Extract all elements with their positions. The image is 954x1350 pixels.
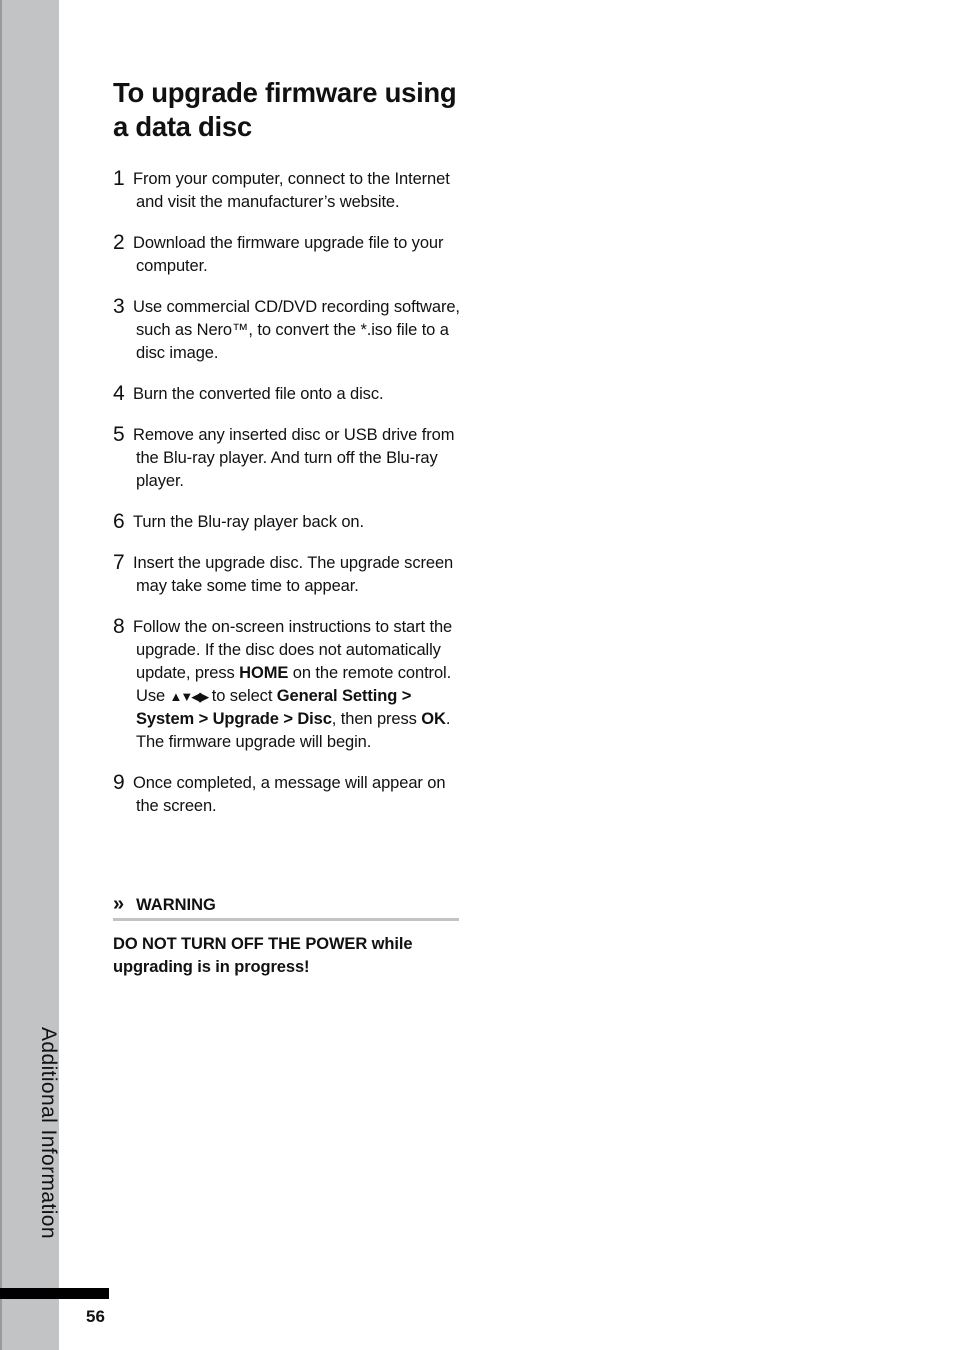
step-text-part: . The firmware upgrade will begin. xyxy=(136,710,451,751)
page-number-tab xyxy=(0,1288,109,1299)
step-text-part: to select xyxy=(207,687,277,705)
step-text: Burn the converted file onto a disc. xyxy=(133,385,384,403)
step-text: Insert the upgrade disc. The upgrade screen may take some time to appear. xyxy=(133,554,454,595)
step-2 xyxy=(113,232,463,278)
warning-text: DO NOT TURN OFF THE POWER while upgrading is in progress! xyxy=(113,935,413,976)
step-5 xyxy=(113,424,463,493)
step-number: 9 xyxy=(113,771,125,794)
step-3 xyxy=(113,296,463,365)
step-number: 1 xyxy=(113,167,125,190)
page-number: 56 xyxy=(86,1307,105,1326)
step-text: From your computer, connect to the Internet and visit the manufacturer’s website. xyxy=(133,170,450,211)
step-number: 2 xyxy=(113,231,125,254)
step-1 xyxy=(113,168,463,214)
step-4 xyxy=(113,383,463,406)
step-text: Use commercial CD/DVD recording software, such as Nero™, to convert the *.iso file to a disc image. xyxy=(133,298,460,362)
step-8 xyxy=(113,616,463,754)
step-text-part: on the remote control. Use xyxy=(136,664,452,705)
step-text-part: , then press xyxy=(331,710,422,728)
step-6 xyxy=(113,511,463,534)
page-title: To upgrade firmware using a data disc xyxy=(113,77,457,142)
warning-label: WARNING xyxy=(136,896,216,914)
step-number: 8 xyxy=(113,615,125,638)
step-7 xyxy=(113,552,463,598)
warning-header xyxy=(113,893,459,921)
double-chevron-icon: » xyxy=(113,893,125,915)
step-text-part: Follow the on-screen instructions to start the upgrade. If the disc does not automatically update, press xyxy=(133,618,453,682)
step-text: Once completed, a message will appear on the screen. xyxy=(133,774,446,815)
step-number: 6 xyxy=(113,510,125,533)
step-9 xyxy=(113,772,463,818)
home-key-label: HOME xyxy=(239,664,289,682)
step-number: 4 xyxy=(113,382,125,405)
step-number: 5 xyxy=(113,423,125,446)
step-text: Turn the Blu-ray player back on. xyxy=(133,513,364,531)
section-label: Additional Information xyxy=(37,1027,60,1239)
menu-path: General Setting > System > Upgrade > Disc xyxy=(136,687,412,728)
ok-key-label: OK xyxy=(421,710,446,728)
step-number: 3 xyxy=(113,295,125,318)
step-number: 7 xyxy=(113,551,125,574)
step-text: Remove any inserted disc or USB drive from the Blu-ray player. And turn off the Blu-ray player. xyxy=(133,426,455,490)
arrow-keys-icon: ▲▼◀▶ xyxy=(169,689,208,704)
steps-list xyxy=(113,168,463,836)
step-text xyxy=(133,618,452,751)
step-text: Download the firmware upgrade file to your computer. xyxy=(133,234,444,275)
